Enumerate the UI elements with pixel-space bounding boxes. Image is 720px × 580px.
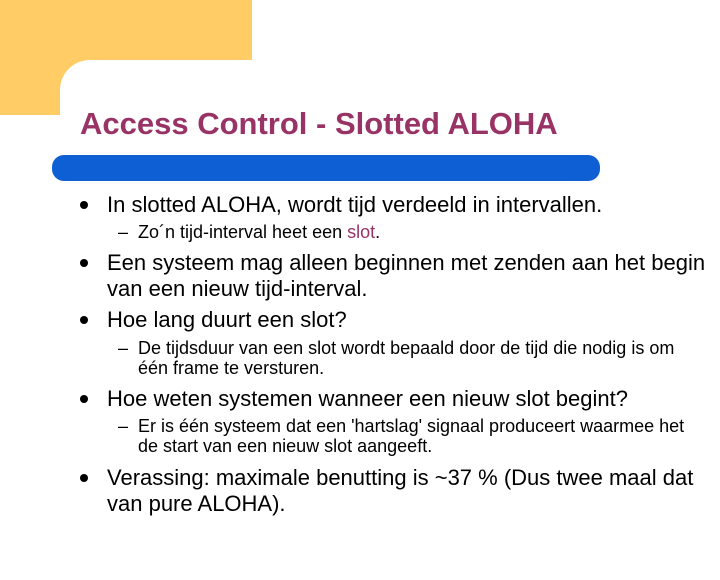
sub-bullet-text-before: Zo´n tijd-interval heet een [138,222,348,242]
bullet-text: Hoe weten systemen wanneer een nieuw slot begint? [107,386,628,411]
bullet-dot-icon [80,259,88,267]
slide-title: Access Control - Slotted ALOHA [80,106,558,141]
bullet-text: In slotted ALOHA, wordt tijd verdeeld in intervallen. [107,192,603,217]
sub-bullet-text: De tijdsduur van een slot wordt bepaald door de tijd die nodig is om één frame te versturen. [138,338,675,378]
bullet-dot-icon [80,395,88,403]
sub-bullet-text: Er is één systeem dat een 'hartslag' signaal produceert waarmee het de start van een nieuw slot aangeeft. [138,416,685,456]
bullet-dot-icon [80,201,88,209]
bullet-dot-icon [80,316,88,324]
bullet-text: Verassing: maximale benutting is ~37 % (Dus twee maal dat van pure ALOHA). [107,465,694,516]
bullet-dot-icon [80,474,88,482]
dash-icon: – [118,338,129,358]
dash-icon: – [118,416,129,436]
bullet-text: Een systeem mag alleen beginnen met zenden aan het begin van een nieuw tijd-interval. [107,250,706,301]
sub-bullet-text [138,222,698,242]
bullet-text: Hoe lang duurt een slot? [107,307,347,332]
dash-icon: – [118,222,129,242]
sub-bullet-text-after: . [375,222,381,242]
highlighted-term: slot [347,222,376,242]
